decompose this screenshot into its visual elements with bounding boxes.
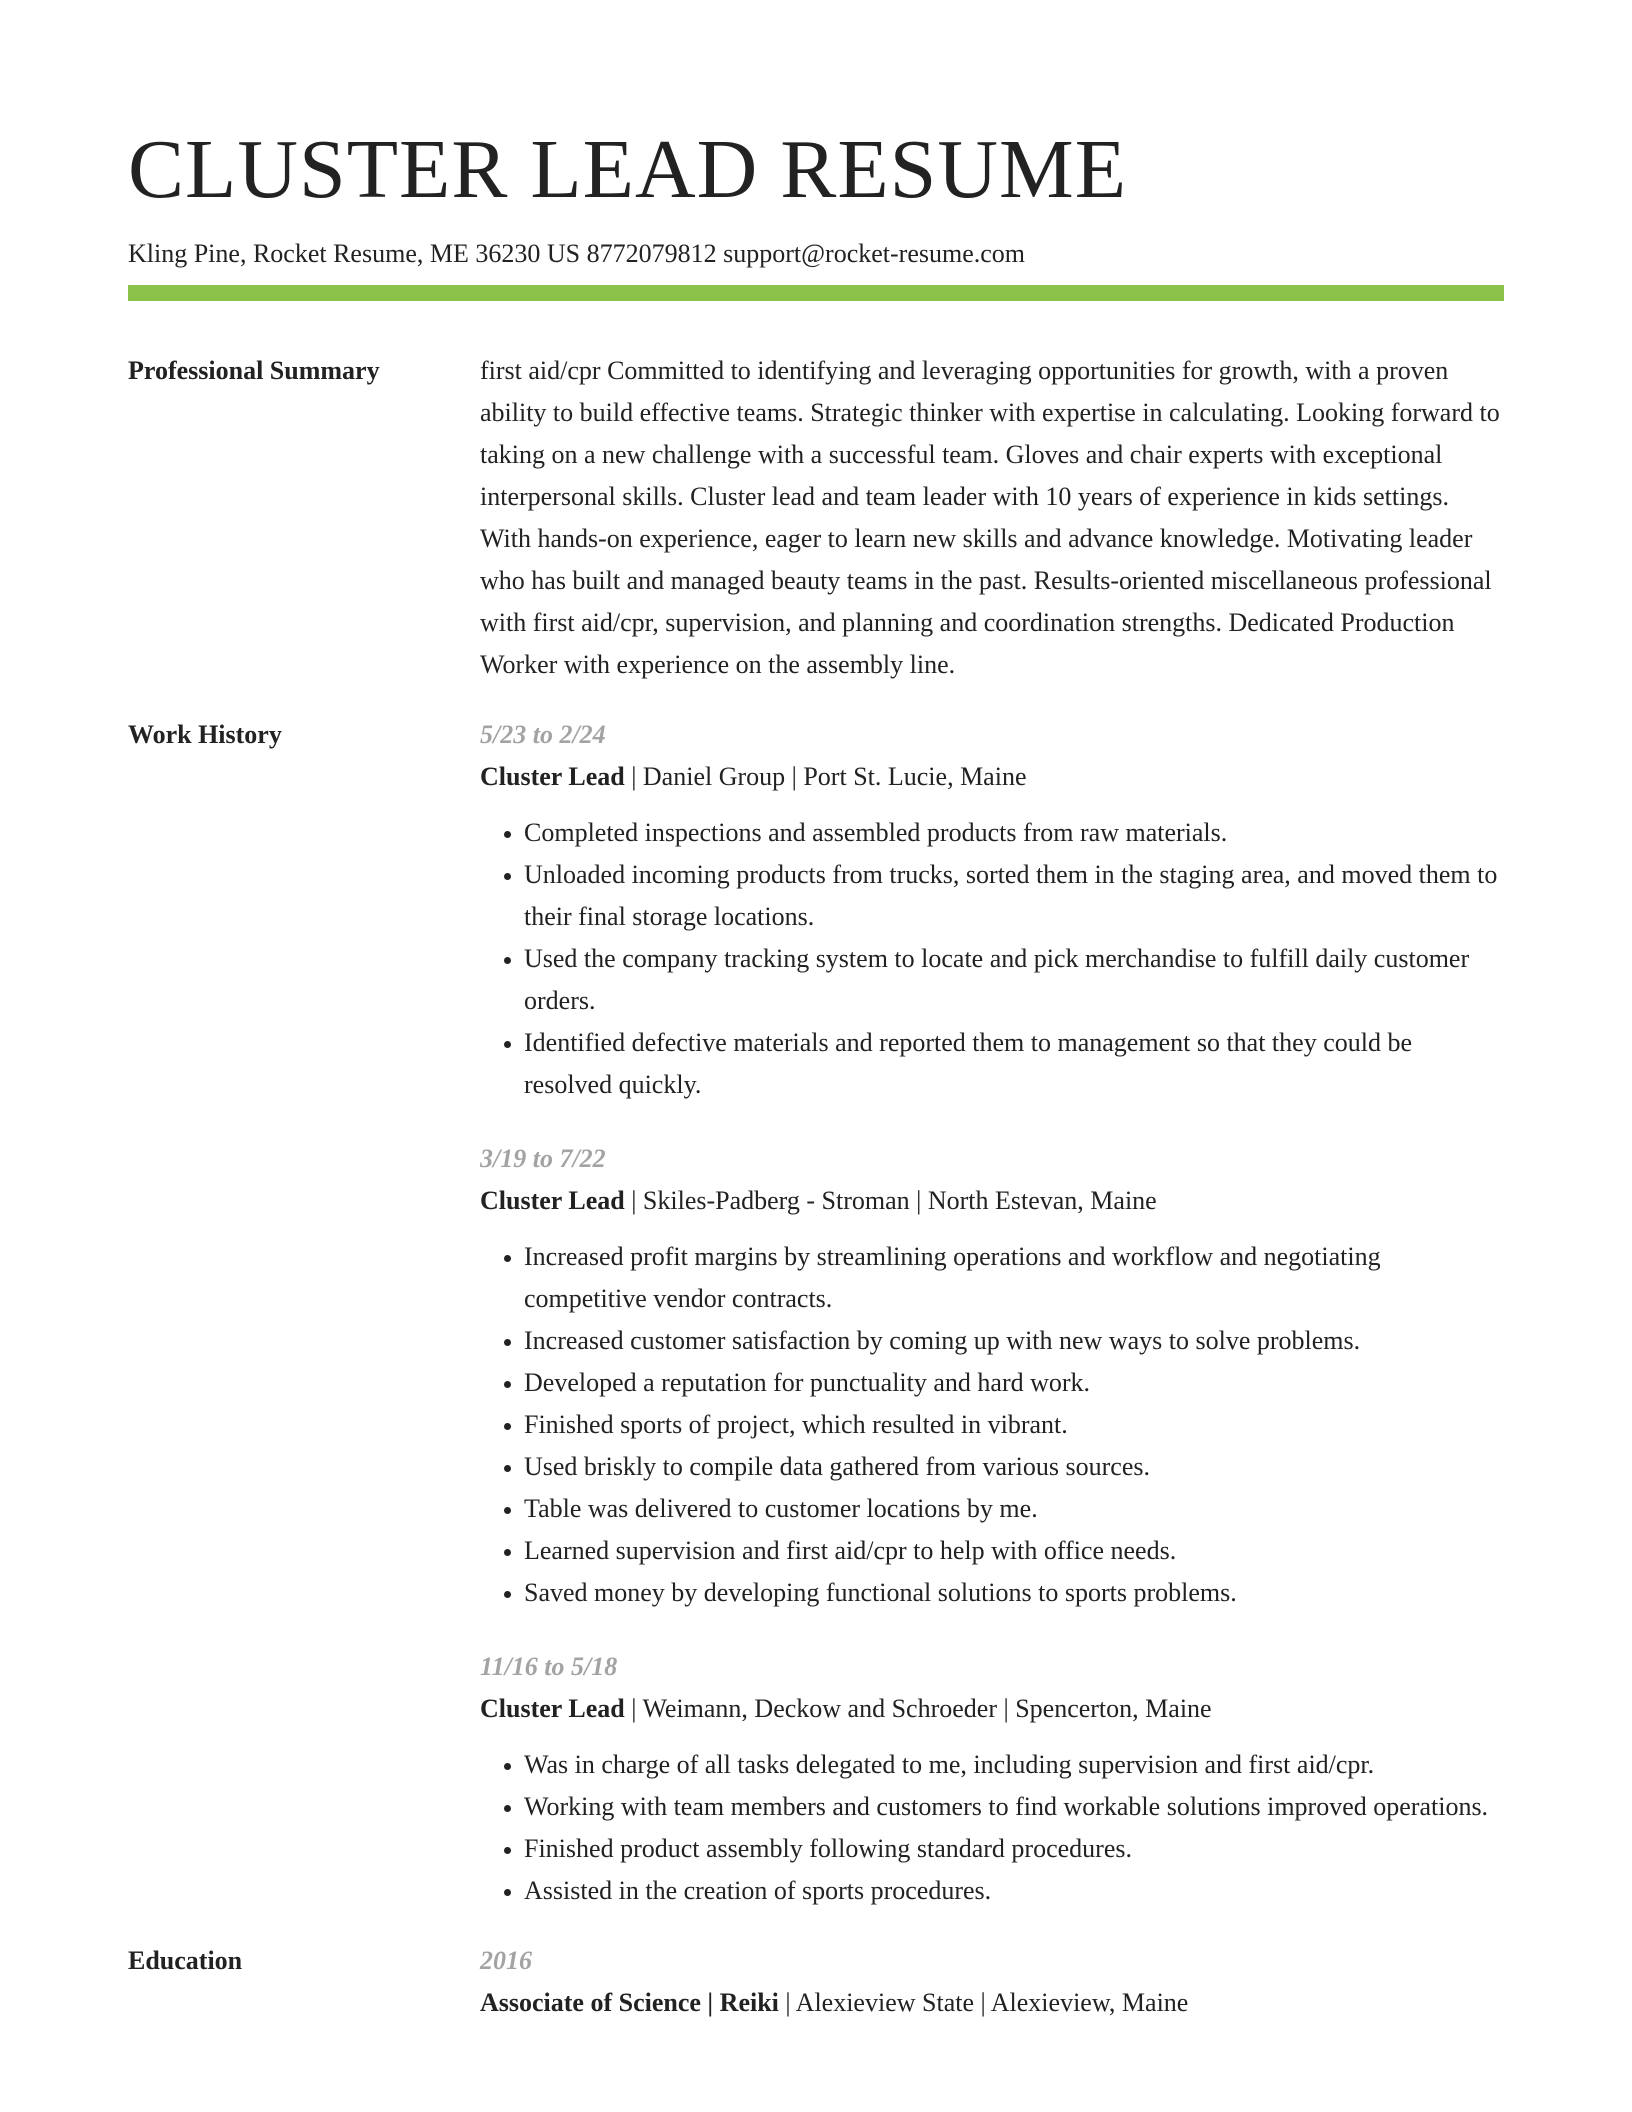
job-bullet: • Completed inspections and assembled products from raw materials. bbox=[524, 812, 1504, 854]
header-divider bbox=[128, 285, 1504, 301]
job-bullet: • Table was delivered to customer locations by me. bbox=[524, 1488, 1504, 1530]
job-bullet: • Finished sports of project, which resulted in vibrant. bbox=[524, 1404, 1504, 1446]
contact-line: Kling Pine, Rocket Resume, ME 36230 US 8772079812 support@rocket-resume.com bbox=[128, 239, 1025, 268]
job-title: Cluster Lead bbox=[480, 762, 625, 791]
job-bullet: • Learned supervision and first aid/cpr to help with office needs. bbox=[524, 1530, 1504, 1572]
job-bullet-list bbox=[480, 1744, 1504, 1912]
section-heading-summary: Professional Summary bbox=[128, 356, 380, 385]
section-heading-work-history: Work History bbox=[128, 720, 282, 749]
job-bullet: • Increased profit margins by streamlining operations and workflow and negotiating competitive vendor contracts. bbox=[524, 1236, 1504, 1320]
work-history-section bbox=[128, 714, 1504, 1912]
education-body bbox=[480, 1940, 1504, 2024]
summary-body bbox=[480, 350, 1504, 686]
resume-header bbox=[128, 112, 1504, 270]
job-bullet: • Increased customer satisfaction by coming up with new ways to solve problems. bbox=[524, 1320, 1504, 1362]
job-employer-location: | Skiles-Padberg - Stroman | North Estevan, Maine bbox=[624, 1186, 1157, 1215]
job-title: Cluster Lead bbox=[480, 1186, 625, 1215]
resume-body bbox=[128, 350, 1504, 2052]
summary-text: first aid/cpr Committed to identifying and leveraging opportunities for growth, with a proven ability to build effective teams. Strategic thinker with expertise in calculating. Looking forward to taking on a new challenge with a successful team. Gloves and chair experts with exceptional interpersonal skills. Cluster lead and team leader with 10 years of experience in kids settings. With hands-on experience, eager to learn new skills and advance knowledge. Motivating leader who has built and managed beauty teams in the past. Results-oriented miscellaneous professional with first aid/cpr, supervision, and planning and coordination strengths. Dedicated Production Worker with experience on the assembly line. bbox=[480, 356, 1500, 679]
job-bullet-list bbox=[480, 1236, 1504, 1614]
education-year: 2016 bbox=[480, 1946, 532, 1975]
job-role-line bbox=[480, 1180, 1504, 1222]
job-employer-location: | Daniel Group | Port St. Lucie, Maine bbox=[624, 762, 1027, 791]
resume-title: CLUSTER LEAD RESUME bbox=[128, 123, 1128, 216]
education-school-location: | Alexieview State | Alexieview, Maine bbox=[778, 1988, 1189, 2017]
job-bullet: • Saved money by developing functional solutions to sports problems. bbox=[524, 1572, 1504, 1614]
job-bullet: • Used the company tracking system to locate and pick merchandise to fulfill daily customer orders. bbox=[524, 938, 1504, 1022]
job-employer-location: | Weimann, Deckow and Schroeder | Spencerton, Maine bbox=[624, 1694, 1212, 1723]
job-bullet: • Working with team members and customers to find workable solutions improved operations. bbox=[524, 1786, 1504, 1828]
job-bullet-list bbox=[480, 812, 1504, 1106]
job-role-line bbox=[480, 1688, 1504, 1730]
job-dates: 11/16 to 5/18 bbox=[480, 1652, 618, 1681]
education-degree: Associate of Science | Reiki bbox=[480, 1988, 779, 2017]
job-entry bbox=[480, 1138, 1504, 1614]
job-dates: 3/19 to 7/22 bbox=[480, 1144, 606, 1173]
job-bullet: • Assisted in the creation of sports procedures. bbox=[524, 1870, 1504, 1912]
job-bullet: • Was in charge of all tasks delegated to me, including supervision and first aid/cpr. bbox=[524, 1744, 1504, 1786]
job-bullet: • Unloaded incoming products from trucks, sorted them in the staging area, and moved them to their final storage locations. bbox=[524, 854, 1504, 938]
job-entry bbox=[480, 714, 1504, 1106]
section-heading-education: Education bbox=[128, 1946, 243, 1975]
job-bullet: • Used briskly to compile data gathered from various sources. bbox=[524, 1446, 1504, 1488]
job-dates: 5/23 to 2/24 bbox=[480, 720, 606, 749]
job-bullet: • Finished product assembly following standard procedures. bbox=[524, 1828, 1504, 1870]
education-section bbox=[128, 1940, 1504, 2024]
job-title: Cluster Lead bbox=[480, 1694, 625, 1723]
education-line bbox=[480, 1982, 1504, 2024]
job-role-line bbox=[480, 756, 1504, 798]
job-bullet: • Developed a reputation for punctuality and hard work. bbox=[524, 1362, 1504, 1404]
job-bullet: • Identified defective materials and reported them to management so that they could be resolved quickly. bbox=[524, 1022, 1504, 1106]
professional-summary-section bbox=[128, 350, 1504, 686]
work-history-body bbox=[480, 714, 1504, 1912]
job-entry bbox=[480, 1646, 1504, 1912]
